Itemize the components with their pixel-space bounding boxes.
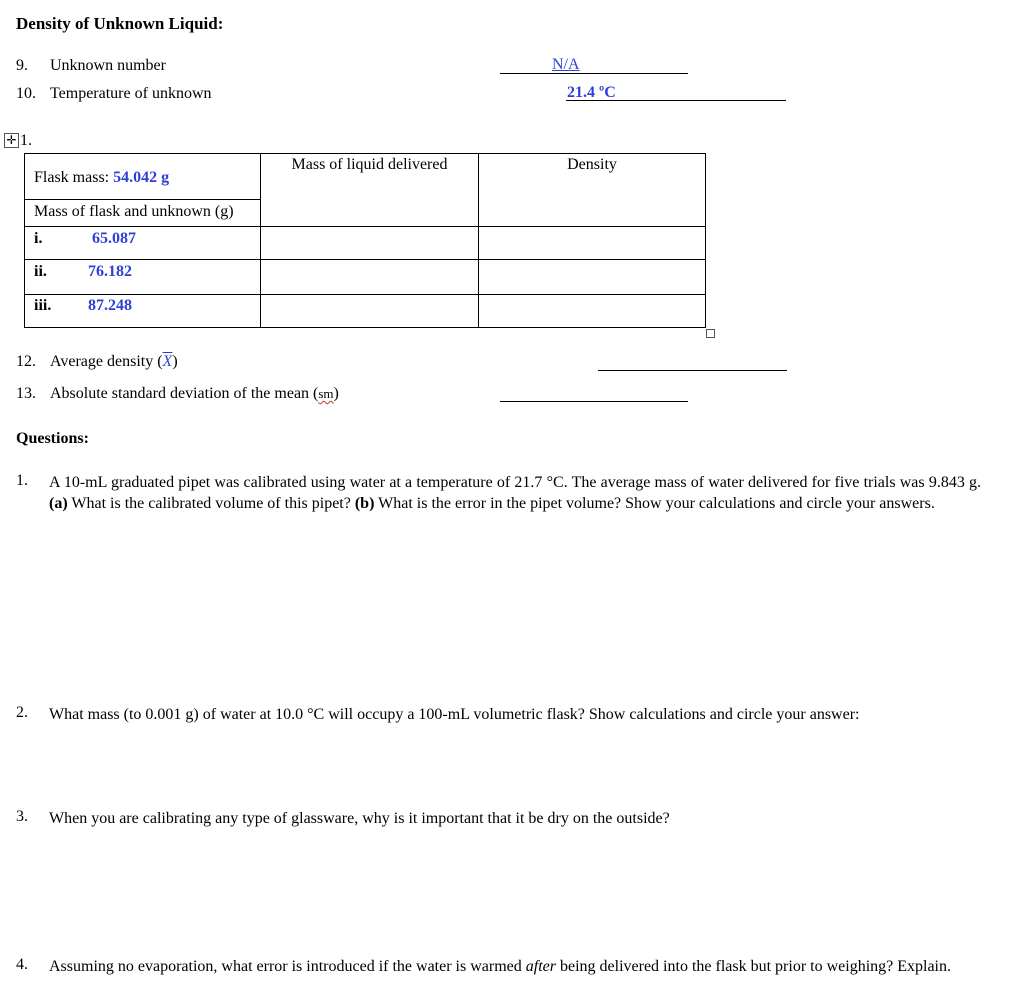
- average-density-line: [598, 370, 787, 371]
- std-dev-label: Absolute standard deviation of the mean (sm): [50, 385, 339, 402]
- density-cell-i[interactable]: [478, 226, 706, 260]
- question-2-text: What mass (to 0.001 g) of water at 10.0 °C will occupy a 100-mL volumetric flask? Show calculations and circle your answer:: [49, 706, 860, 723]
- table-row: [24, 259, 261, 295]
- density-cell-iii[interactable]: [478, 294, 706, 328]
- table-number: 1.: [20, 132, 32, 149]
- mass-delivered-label: Mass of liquid delivered: [291, 156, 448, 173]
- average-density-label: Average density $(\overline{X})$: [50, 353, 178, 370]
- question-number: 2.: [16, 704, 28, 721]
- flask-mass-label: Flask mass:: [34, 169, 110, 186]
- row-label: iii.: [34, 297, 52, 314]
- mass-flask-unknown-label: Mass of flask and unknown (g): [34, 203, 234, 220]
- table-row: [24, 226, 261, 260]
- mass-flask-unknown-header: [24, 199, 261, 227]
- row-label: i.: [34, 230, 43, 247]
- unknown-number-label: Unknown number: [50, 57, 166, 74]
- temperature-value[interactable]: 21.4 ºC: [567, 84, 616, 101]
- row-value[interactable]: 65.087: [92, 230, 136, 247]
- field-number-9: 9.: [16, 57, 28, 74]
- row-value[interactable]: 76.182: [88, 263, 132, 280]
- question-number: 4.: [16, 956, 28, 973]
- row-value[interactable]: 87.248: [88, 297, 132, 314]
- table-row: [24, 294, 261, 328]
- section-title: Density of Unknown Liquid:: [16, 14, 224, 33]
- mass-delivered-cell-i[interactable]: [260, 226, 479, 260]
- result-number-12: 12.: [16, 353, 36, 370]
- mass-delivered-cell-iii[interactable]: [260, 294, 479, 328]
- temperature-label: Temperature of unknown: [50, 85, 212, 102]
- move-handle-icon[interactable]: ✛: [4, 133, 19, 148]
- density-label: Density: [567, 156, 617, 173]
- unknown-number-line: [500, 73, 688, 74]
- question-3-text: When you are calibrating any type of glassware, why is it important that it be dry on the outside?: [49, 810, 670, 827]
- question-number: 1.: [16, 472, 28, 489]
- questions-title: Questions:: [16, 430, 89, 447]
- result-number-13: 13.: [16, 385, 36, 402]
- mass-delivered-header: [260, 153, 479, 227]
- field-number-10: 10.: [16, 85, 36, 102]
- question-1-text: A 10-mL graduated pipet was calibrated using water at a temperature of 21.7 °C. The average mass of water delivered for five trials was 9.843 g. (a) What is the calibrated volume of this pipet? (b) What is the error in the pipet volume? Show your calculations and circle your answers.: [49, 474, 981, 512]
- std-dev-line: [500, 401, 688, 402]
- flask-mass-value[interactable]: 54.042 g: [113, 169, 170, 186]
- mass-delivered-cell-ii[interactable]: [260, 259, 479, 295]
- question-4-text: Assuming no evaporation, what error is introduced if the water is warmed after being delivered into the flask but prior to weighing? Explain.: [49, 958, 951, 975]
- flask-mass-cell: [24, 153, 261, 200]
- unknown-number-value[interactable]: N/A: [552, 56, 580, 73]
- row-label: ii.: [34, 263, 47, 280]
- density-cell-ii[interactable]: [478, 259, 706, 295]
- question-number: 3.: [16, 808, 28, 825]
- table-resize-handle-icon[interactable]: [706, 329, 715, 338]
- density-header: [478, 153, 706, 227]
